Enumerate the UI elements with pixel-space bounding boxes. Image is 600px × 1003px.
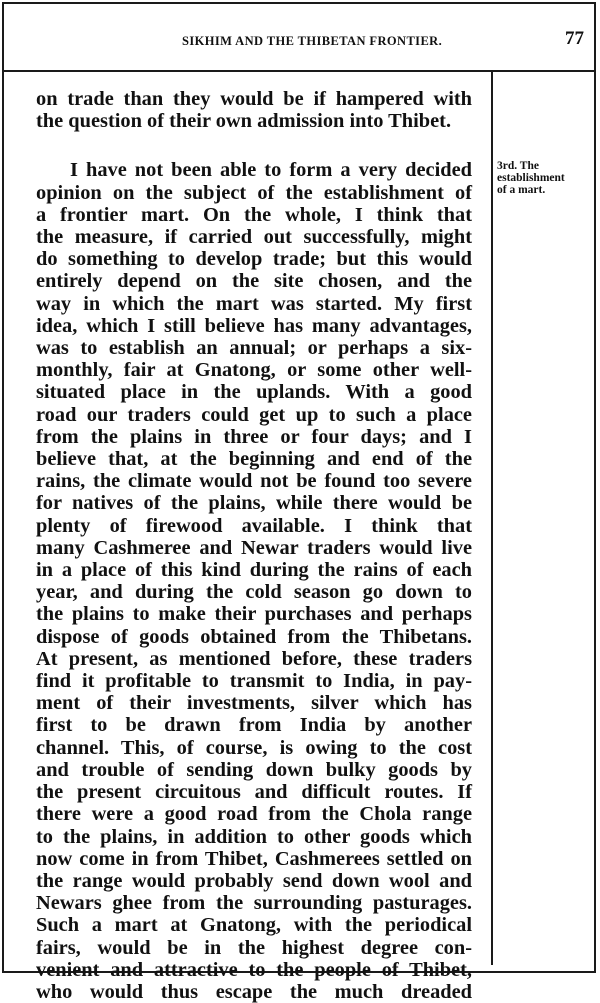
- text-line: now come in from Thibet, Cashmerees settled on: [36, 847, 472, 870]
- body-text: [36, 88, 472, 1003]
- running-title: SIKHIM AND THE THIBETAN FRONTIER.: [182, 34, 443, 48]
- margin-divider: [491, 70, 493, 965]
- text-line: idea, which I still believe has many advantages,: [36, 314, 472, 337]
- text-line: opinion on the subject of the establishment of: [36, 181, 472, 204]
- text-line: and trouble of sending down bulky goods by: [36, 758, 472, 781]
- text-line: Such a mart at Gnatong, with the periodical: [36, 914, 472, 937]
- text-line: the question of their own admission into Thibet.: [36, 110, 452, 133]
- text-line: At present, as mentioned before, these traders: [36, 647, 472, 670]
- text-line: dispose of goods obtained from the Thibetans.: [36, 625, 472, 648]
- text-line: who would thus escape the much dreaded: [36, 980, 472, 1003]
- page-number: 77: [565, 28, 584, 49]
- text-line: situated place in the uplands. With a good: [36, 381, 472, 404]
- text-line: many Cashmeree and Newar traders would live: [36, 536, 472, 559]
- text-line: plenty of firewood available. I think that: [36, 514, 472, 537]
- paragraph-continued: [36, 88, 472, 132]
- text-line: from the plains in three or four days; and I: [36, 425, 472, 448]
- text-line: fairs, would be in the highest degree con-: [36, 936, 472, 959]
- text-line: for natives of the plains, while there would be: [36, 492, 472, 515]
- text-line: I have not been able to form a very decided: [70, 159, 472, 182]
- text-line: way in which the mart was started. My first: [36, 292, 472, 315]
- paragraph-frontier-mart: [36, 159, 472, 1003]
- text-line: the range would probably send down wool and: [36, 869, 472, 892]
- text-line: the present circuitous and difficult routes. If: [36, 781, 472, 804]
- text-line: road our traders could get up to such a place: [36, 403, 472, 426]
- text-line: ment of their investments, silver which has: [36, 692, 472, 715]
- margin-note: [497, 160, 591, 196]
- text-line: the measure, if carried out successfully, might: [36, 226, 472, 249]
- text-line: find it profitable to transmit to India, in pay-: [36, 670, 472, 693]
- text-line: the plains to make their purchases and perhaps: [36, 603, 472, 626]
- text-line: monthly, fair at Gnatong, or some other well-: [36, 359, 472, 382]
- text-line: year, and during the cold season go down to: [36, 581, 472, 604]
- text-line: rains, the climate would not be found too severe: [36, 470, 472, 493]
- text-line: do something to develop trade; but this would: [36, 248, 472, 271]
- text-line: to the plains, in addition to other goods which: [36, 825, 472, 848]
- text-line: believe that, at the beginning and end of the: [36, 448, 472, 471]
- text-line: there were a good road from the Chola range: [36, 803, 472, 826]
- margin-note-line: 3rd. The: [497, 160, 539, 172]
- text-line: a frontier mart. On the whole, I think that: [36, 203, 472, 226]
- running-header: [4, 4, 594, 72]
- text-line: was to establish an annual; or perhaps a six-: [36, 337, 472, 360]
- margin-note-line: of a mart.: [497, 184, 546, 196]
- text-line: in a place of this kind during the rains of each: [36, 559, 472, 582]
- text-line: Newars ghee from the surrounding pasturages.: [36, 892, 472, 915]
- text-line: on trade than they would be if hampered with: [36, 88, 472, 110]
- text-line: first to be drawn from India by another: [36, 714, 472, 737]
- text-line: venient and attractive to the people of Thibet,: [36, 958, 472, 981]
- margin-note-line: establishment: [497, 172, 565, 184]
- text-line: entirely depend on the site chosen, and the: [36, 270, 472, 293]
- text-line: channel. This, of course, is owing to the cost: [36, 736, 472, 759]
